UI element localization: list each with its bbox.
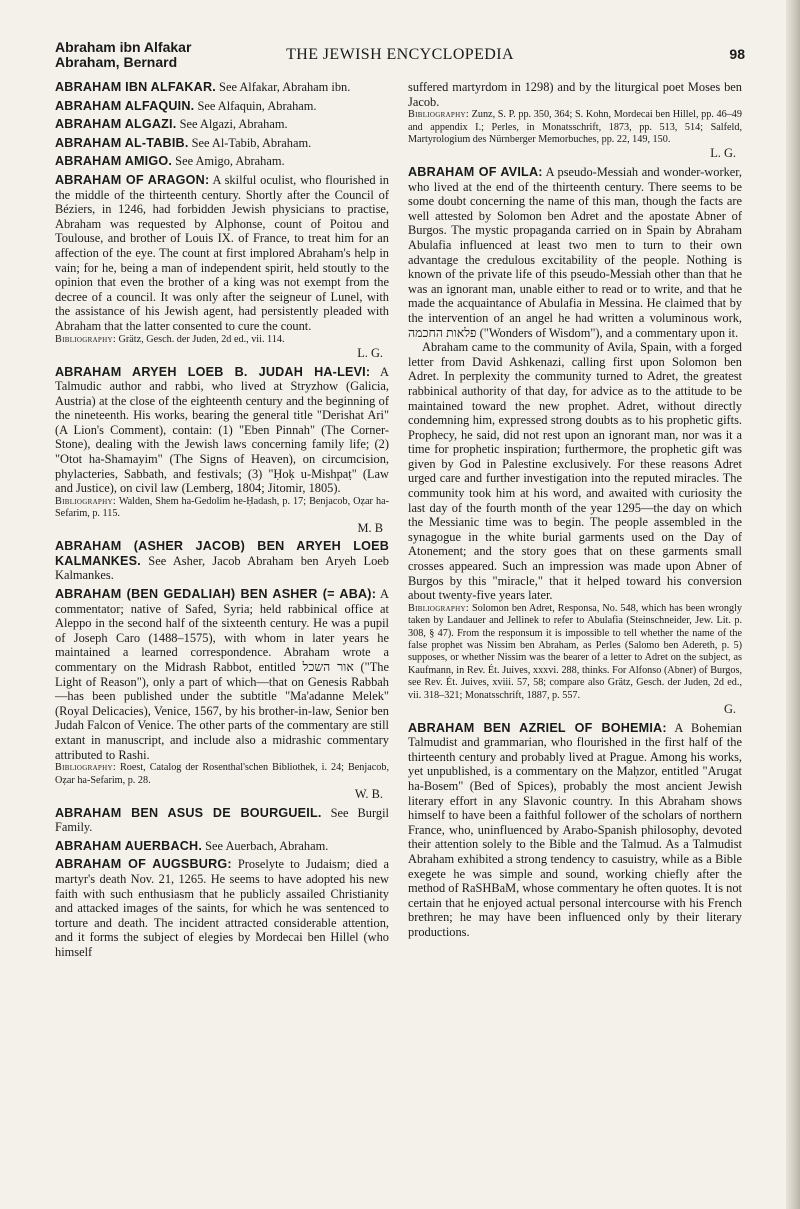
article-headword: ABRAHAM OF AVILA:: [408, 165, 543, 179]
bibliography: [55, 496, 389, 521]
article-headword: ABRAHAM OF AUGSBURG:: [55, 857, 232, 872]
author-signature: L. G.: [710, 146, 736, 161]
article-text: See Asher, Jacob Abraham ben Aryeh Loeb Kalmankes.: [55, 553, 389, 583]
article-entry: [408, 165, 742, 717]
bibliography-text: Grätz, Gesch. der Juden, 2d ed., vii. 114.: [118, 333, 285, 345]
article-headword: ABRAHAM ALFAQUIN.: [55, 98, 195, 113]
article-text: See Burgil Family.: [55, 805, 389, 835]
article-entry: [408, 721, 742, 940]
page-number: 98: [729, 46, 745, 62]
article-paragraph: [55, 117, 389, 132]
article-paragraph: [55, 806, 389, 835]
bibliography-label: Bibliography:: [55, 333, 116, 345]
article-paragraph: [55, 839, 389, 854]
article-text: See Auerbach, Abraham.: [202, 838, 329, 853]
bibliography-text: Walden, Shem ha-Gedolim he-Ḥadash, p. 17; Benjacob, Oẓar ha-Sefarim, p. 115.: [55, 495, 389, 520]
article-paragraph: [55, 587, 389, 762]
article-paragraph: [55, 99, 389, 114]
bibliography: [408, 109, 742, 146]
bibliography-label: Bibliography:: [408, 602, 469, 614]
article-headword: ABRAHAM ARYEH LOEB B. JUDAH HA-LEVI:: [55, 364, 371, 379]
article-entry: [55, 117, 389, 132]
article-text: See Algazi, Abraham.: [176, 117, 288, 132]
article-entry: [55, 80, 389, 95]
bibliography-text: Solomon ben Adret, Responsa, No. 548, which has been wrongly taken by Landauer and Jellinek to refer to Abulafia (Steinschneider, Jew. Lit. p. 308, § 47). From the responsum it is impossible to tell whether the name of the false prophet was Nissim ben Abraham, as Perles (Salomo ben Adereth, p. 5) supposes, or whether Nissim was the bearer of a letter to Adret on the subject, as Kaufmann, in Rev. Ét. Juives, xxxvi. 288, thinks. For Alfonso (Abner) of Burgos, see Rev. Ét. Juives, xviii. 57, 58; compare also Grätz, Gesch. der Juden, 2d ed., vii. 318–321; Monatsschrift, 1887, p. 557.: [408, 602, 742, 701]
article-paragraph: [55, 173, 389, 334]
article-entry: [55, 154, 389, 169]
bibliography: [55, 334, 389, 346]
article-continuation: suffered martyrdom in 1298) and by the liturgical poet Moses ben Jacob.: [408, 80, 742, 109]
article-headword: ABRAHAM ALGAZI.: [55, 117, 177, 132]
article-entry: [55, 539, 389, 583]
bibliography-label: Bibliography:: [55, 495, 116, 507]
article-text: See Al-Tabib, Abraham.: [188, 135, 312, 150]
article-text: A skilful oculist, who flourished in the middle of the thirteenth century. Shortly after the Council of Béziers, in 1246, had forbidden Jewish physicians to practise, Abraham was requested by Alphonse, count of Poitou and Toulouse, and brother of Louis IX. of France, to treat him for an affection of the eye. The count at first implored Abraham's help in vain; for he, being a man of independent spirit, held stoutly to the opinion that even the brother of a king was not exempt from the decree of a council. It was only after the seigneur of Lunel, with the assistance of his Jewish agent, had persistently pleaded with Abraham that the latter consented to cure the count.: [55, 172, 390, 333]
running-head-last: Abraham, Bernard: [55, 54, 178, 70]
author-signature: W. B.: [354, 786, 383, 801]
article-text: See Alfakar, Abraham ibn.: [215, 80, 351, 94]
article-headword: ABRAHAM AL-TABIB.: [55, 135, 189, 150]
article-headword: ABRAHAM OF ARAGON:: [55, 172, 210, 187]
right-column: [408, 80, 742, 944]
article-headword: ABRAHAM (ASHER JACOB) BEN ARYEH LOEB KALMANKES.: [55, 539, 389, 568]
article-headword: ABRAHAM (BEN GEDALIAH) BEN ASHER (= ABA):: [55, 587, 377, 602]
article-text: Proselyte to Judaism; died a martyr's death Nov. 21, 1265. He seems to have adopted his new faith with such enthusiasm that he publicly assailed Christianity and attacked images of the saints, for which he was sentenced to torture and death. The incident attracted considerable attention, and it forms the subject of elegies by Mordecai ben Hillel (who himself: [55, 857, 389, 959]
left-column: [55, 80, 389, 964]
bibliography: [408, 603, 742, 702]
running-head-first: Abraham ibn Alfakar: [55, 39, 192, 55]
article-headword: ABRAHAM AUERBACH.: [55, 838, 203, 853]
article-paragraph: [55, 136, 389, 151]
article-entry: [55, 365, 389, 536]
bibliography-label: Bibliography:: [408, 109, 469, 121]
article-paragraph: [55, 857, 389, 959]
article-entry: [55, 839, 389, 854]
article-paragraph: [55, 80, 389, 95]
article-paragraph-2: Abraham came to the community of Avila, Spain, with a forged letter from David Ashkenazi, calling first upon Solomon ben Adret. In perplexity the community turned to Adret, the greatest rabbinical authority of that day, for advice as to the attitude to be maintained toward the new prophet. Adret, without directly condemning him, expressed strong doubts as to his prophetic gifts. Prophecy, he said, did not rest upon an ignorant man, nor was it a time for prophetic inspiration; furthermore, the prophetic gift was given by God in Palestine exclusively. For these reasons Adret urged care and further investigation into the reputed miracles. The community took him at his word, and awaited with curiosity the last day of the fourth month of the year 1295—the day on which the Messianic time was to begin. The people assembled in the synagogue in the white burial garments used on the Day of Atonement; and the story goes that on these garments small crosses appeared. Such an impression was made upon Abner of Burgos by this "miracle," that it helped toward his conversion about twenty-five years later.: [408, 340, 742, 603]
article-headword: ABRAHAM AMIGO.: [55, 154, 173, 169]
article-paragraph: [408, 721, 742, 940]
article-headword: ABRAHAM IBN ALFAKAR.: [55, 80, 216, 94]
article-entry: [55, 173, 389, 361]
article-paragraph: [55, 539, 389, 583]
article-text: See Alfaquin, Abraham.: [194, 98, 317, 113]
article-entry: [408, 80, 742, 161]
article-text: A pseudo-Messiah and wonder-worker, who lived at the end of the thirteenth century. There seems to be some doubt concerning the name of this man, though the facts are well attested by Solomon ben Adret and the apostate Abner of Burgos. The mystic propaganda carried on in Spain by Abraham Abulafia influenced at least two men to turn to their own advantage the credulous excitability of the people. Nothing is known of the private life of this pseudo-Messiah other than that he was an ignorant man, unable either to read or to write, and that he made the acquaintance of Abulafia in Messina. He claimed that by the intervention of an angel he had written a voluminous work, פלאות החכמה ("Wonders of Wisdom"), and a commentary upon it.: [408, 165, 742, 340]
publication-title: THE JEWISH ENCYCLOPEDIA: [286, 46, 514, 63]
article-entry: [55, 857, 389, 959]
author-signature: G.: [723, 702, 736, 717]
article-paragraph: [408, 165, 742, 340]
article-entry: [55, 99, 389, 114]
running-header: [55, 40, 745, 78]
article-entry: [55, 806, 389, 835]
article-entry: [55, 136, 389, 151]
bibliography-text: Roest, Catalog der Rosenthal'schen Bibliothek, i. 24; Benjacob, Oẓar ha-Sefarim, p. 28.: [55, 762, 390, 786]
bibliography-label: Bibliography:: [55, 762, 116, 774]
author-signature: L. G.: [357, 345, 383, 360]
article-paragraph: [55, 365, 389, 496]
article-text: A commentator; native of Safed, Syria; held rabbinical office at Aleppo in the second half of the sixteenth century. He was a pupil of Joseph Caro (1488–1575), with whom in later years he maintained a learned correspondence. Abraham wrote a commentary on the Midrash Rabbot, entitled אור השכל ("The Light of Reason"), only a part of which—that on Genesis Rabbah—has been published under the subtitle "Ma'adanne Melek" (Royal Delicacies), Venice, 1567, by his brother-in-law, Senior ben Judah Falcon of Venice. The other parts of the commentary are still extant in manuscript, and include also a midrashic commentary attributed to Rashi.: [55, 587, 389, 762]
article-text: See Amigo, Abraham.: [172, 154, 285, 169]
article-headword: ABRAHAM BEN AZRIEL OF BOHEMIA:: [408, 720, 667, 735]
page-edge-shadow: [786, 0, 800, 1209]
article-paragraph: [55, 154, 389, 169]
bibliography-text: Zunz, S. P. pp. 350, 364; S. Kohn, Mordecai ben Hillel, pp. 46–49 and appendix I.; Perles, in Monatsschrift, 1873, pp. 513, 514; Salfeld, Martyrologium des Nürnberger Memorbuches, pp. 22, 149, 150.: [408, 109, 742, 145]
author-signature: M. B: [357, 520, 383, 535]
article-text: A Talmudic author and rabbi, who lived at Stryzhow (Galicia, Austria) at the close of the eighteenth century and the beginning of the nineteenth. His works, bearing the general title "Derishat Ari" (A Lion's Comment), contain: (1) "Eben Pinnah" (The Corner-Stone), dealing with the Jewish laws concerning family life; (2) "Otot ha-Shamayim" (The Signs of Heaven), on circumcision, phylacteries, Sabbath, and festivals; (3) "Ḥoḳ u-Mishpaṭ" (Law and Justice), on civil law (Lemberg, 1804; Jitomir, 1805).: [55, 364, 389, 496]
article-text: A Bohemian Talmudist and grammarian, who flourished in the first half of the thirteenth century and probably lived at Prague. Among his works, yet unpublished, is a commentary on the Maḥzor, entitled "Arugat ha-Bosem" (Bed of Spices), probably the most ancient Jewish literary effort in any Slavonic country. In this Abraham shows himself to have been a faithful follower of the scholars of northern France, who, uninfluenced by Arabo-Spanish philosophy, devoted their attention solely to the Bible and the Talmud. As a Talmudist Abraham exhibited a strong tendency to casuistry, while as a Bible exegete he was simple and sound, working chiefly after the method of RaSHBaM, whose commentary he often quotes. It is not certain that he enjoyed actual personal intercourse with his French brethren; he may have been influenced only by their literary productions.: [408, 720, 742, 939]
article-entry: [55, 587, 389, 802]
bibliography: [55, 762, 389, 787]
article-headword: ABRAHAM BEN ASUS DE BOURGUEIL.: [55, 805, 322, 820]
